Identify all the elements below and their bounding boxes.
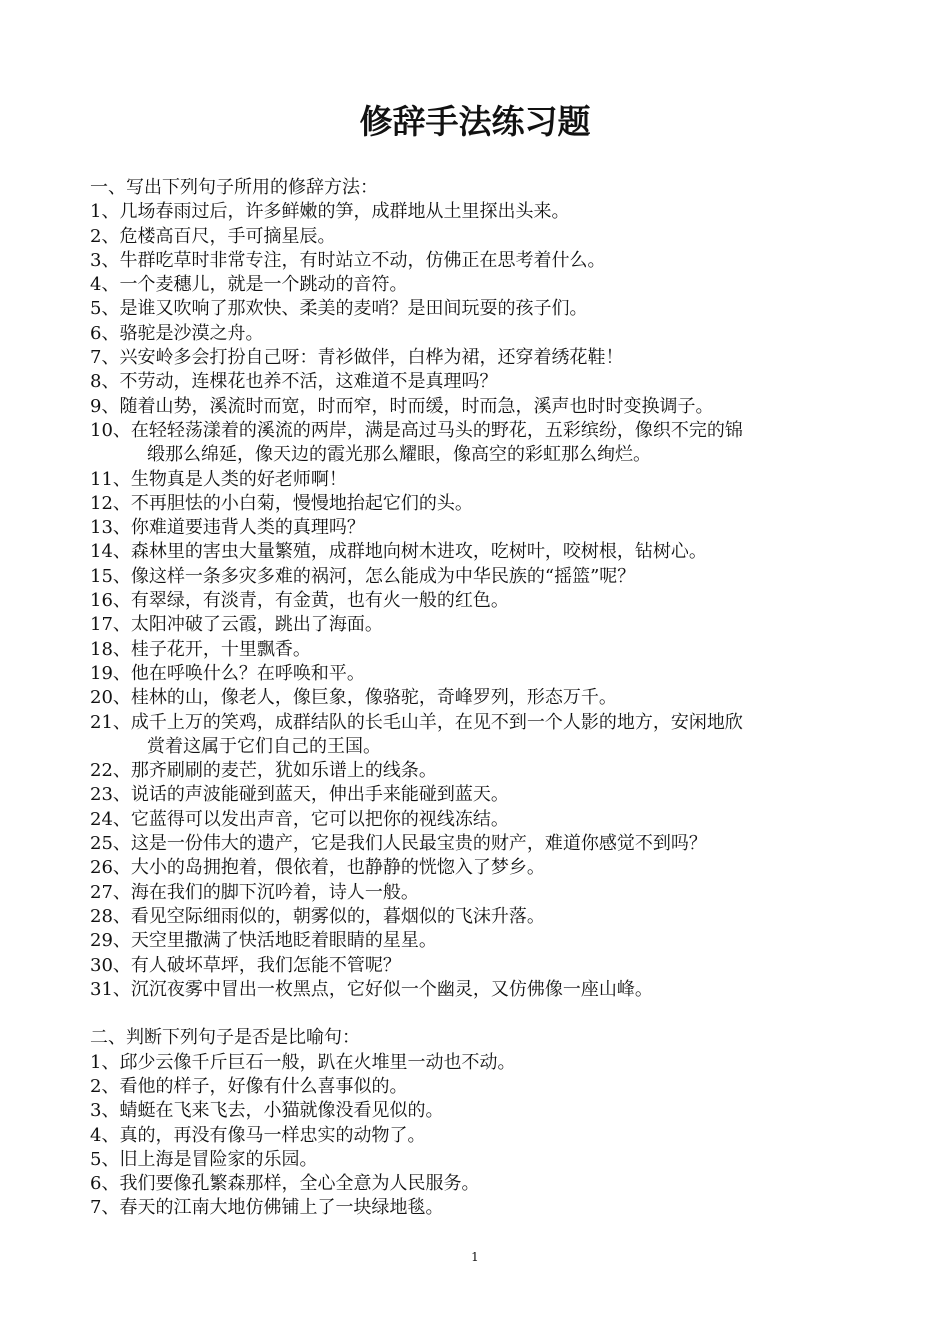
question-item: 9、随着山势，溪流时而宽，时而窄，时而缓，时而急，溪声也时时变换调子。	[90, 395, 714, 417]
question-item: 21、成千上万的笑鸡，成群结队的长毛山羊，在见不到一个人影的地方，安闲地欣	[90, 711, 743, 733]
question-item: 7、兴安岭多会打扮自己呀：青衫做伴，白桦为裙，还穿着绣花鞋！	[90, 347, 624, 369]
question-item: 19、他在呼唤什么？在呼唤和平。	[90, 662, 365, 684]
question-item: 1、邱少云像千斤巨石一般，趴在火堆里一动也不动。	[90, 1051, 516, 1073]
question-item: 8、不劳动，连棵花也养不活，这难道不是真理吗？	[90, 371, 498, 393]
question-item-continuation: 缎那么绵延，像天边的霞光那么耀眼，像高空的彩虹那么绚烂。	[147, 444, 651, 466]
question-item: 4、真的，再没有像马一样忠实的动物了。	[90, 1124, 426, 1146]
page-title: 修辞手法练习题	[359, 102, 591, 141]
section-spacer	[90, 1002, 870, 1026]
section-heading: 二、判断下列句子是否是比喻句：	[90, 1027, 360, 1049]
question-item: 4、一个麦穗儿，就是一个跳动的音符。	[90, 274, 408, 296]
question-item: 15、像这样一条多灾多难的祸河，怎么能成为中华民族的“摇篮”呢？	[90, 565, 636, 587]
question-item: 12、不再胆怯的小白菊，慢慢地抬起它们的头。	[90, 492, 473, 514]
question-item: 16、有翠绿，有淡青，有金黄，也有火一般的红色。	[90, 590, 509, 612]
document-body	[90, 176, 870, 1221]
question-item: 5、是谁又吹响了那欢快、柔美的麦哨？是田间玩耍的孩子们。	[90, 298, 588, 320]
question-item: 20、桂林的山，像老人，像巨象，像骆驼，奇峰罗列，形态万千。	[90, 687, 617, 709]
question-item: 3、蜻蜓在飞来飞去，小猫就像没看见似的。	[90, 1100, 444, 1122]
question-item: 3、牛群吃草时非常专注，有时站立不动，仿佛正在思考着什么。	[90, 249, 606, 271]
question-item: 18、桂子花开，十里飘香。	[90, 638, 311, 660]
question-item: 14、森林里的害虫大量繁殖，成群地向树木进攻，吃树叶，咬树根，钻树心。	[90, 541, 707, 563]
question-item: 22、那齐刷刷的麦芒，犹如乐谱上的线条。	[90, 760, 437, 782]
question-item: 5、旧上海是冒险家的乐园。	[90, 1148, 318, 1170]
question-item: 6、骆驼是沙漠之舟。	[90, 322, 264, 344]
question-item: 26、大小的岛拥抱着，偎依着，也静静的恍惚入了梦乡。	[90, 857, 545, 879]
question-item: 11、生物真是人类的好老师啊！	[90, 468, 347, 490]
question-item: 27、海在我们的脚下沉吟着，诗人一般。	[90, 881, 419, 903]
question-item: 1、几场春雨过后，许多鲜嫩的笋，成群地从土里探出头来。	[90, 201, 570, 223]
question-item: 7、春天的江南大地仿佛铺上了一块绿地毯。	[90, 1197, 444, 1219]
question-item-continuation: 赏着这属于它们自己的王国。	[147, 735, 381, 757]
question-item: 31、沉沉夜雾中冒出一枚黑点，它好似一个幽灵，又仿佛像一座山峰。	[90, 978, 653, 1000]
question-item: 24、它蓝得可以发出声音，它可以把你的视线冻结。	[90, 808, 509, 830]
question-item: 25、这是一份伟大的遗产，它是我们人民最宝贵的财产，难道你感觉不到吗？	[90, 833, 707, 855]
question-item: 30、有人破坏草坪，我们怎能不管呢？	[90, 954, 401, 976]
question-item: 2、看他的样子，好像有什么喜事似的。	[90, 1075, 408, 1097]
question-item: 29、天空里撒满了快活地眨着眼睛的星星。	[90, 930, 437, 952]
question-item: 13、你难道要违背人类的真理吗？	[90, 517, 365, 539]
question-item: 2、危楼高百尺，手可摘星辰。	[90, 225, 336, 247]
question-item: 17、太阳冲破了云霞，跳出了海面。	[90, 614, 383, 636]
question-item: 23、说话的声波能碰到蓝天，伸出手来能碰到蓝天。	[90, 784, 509, 806]
question-item: 28、看见空际细雨似的，朝雾似的，暮烟似的飞沫升落。	[90, 905, 545, 927]
page-number: 1	[471, 1250, 479, 1264]
question-item: 10、在轻轻荡漾着的溪流的两岸，满是高过马头的野花，五彩缤纷，像织不完的锦	[90, 419, 743, 441]
section-heading: 一、写出下列句子所用的修辞方法：	[90, 177, 378, 198]
question-item: 6、我们要像孔繁森那样，全心全意为人民服务。	[90, 1173, 480, 1195]
